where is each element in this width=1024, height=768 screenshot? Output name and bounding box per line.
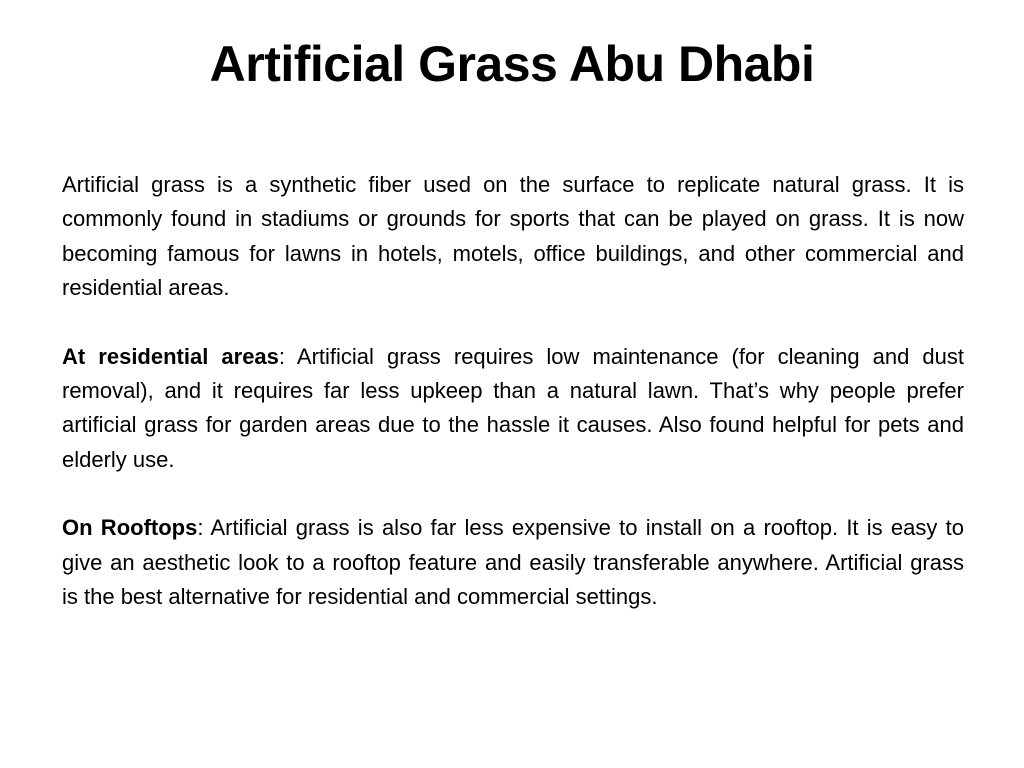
intro-paragraph xyxy=(62,168,964,306)
residential-paragraph-heading: At residential areas xyxy=(62,343,279,369)
residential-paragraph-text: Artificial grass requires low maintenance (for cleaning and dust removal), and it requires far less upkeep than a natural lawn. That’s why people prefer artificial grass for garden areas due to the hassle it causes. Also found helpful for pets and elderly use. xyxy=(62,343,965,472)
slide-body xyxy=(62,168,964,614)
residential-paragraph xyxy=(62,340,964,478)
rooftops-paragraph-text: Artificial grass is also far less expensive to install on a rooftop. It is easy to give an aesthetic look to a rooftop feature and easily transferable anywhere. Artificial grass is the best alternative for residential and commercial settings. xyxy=(62,515,964,610)
rooftops-paragraph xyxy=(62,511,964,614)
residential-paragraph-separator: : xyxy=(278,343,286,369)
rooftops-paragraph-separator: : xyxy=(197,515,204,541)
slide-title: Artificial Grass Abu Dhabi xyxy=(209,36,815,92)
intro-paragraph-text: Artificial grass is a synthetic fiber used on the surface to replicate natural grass. It is commonly found in stadiums or grounds for sports that can be played on grass. It is now becoming famous for lawns in hotels, motels, office buildings, and other commercial and residential areas. xyxy=(62,172,964,301)
rooftops-paragraph-heading: On Rooftops xyxy=(62,515,198,541)
